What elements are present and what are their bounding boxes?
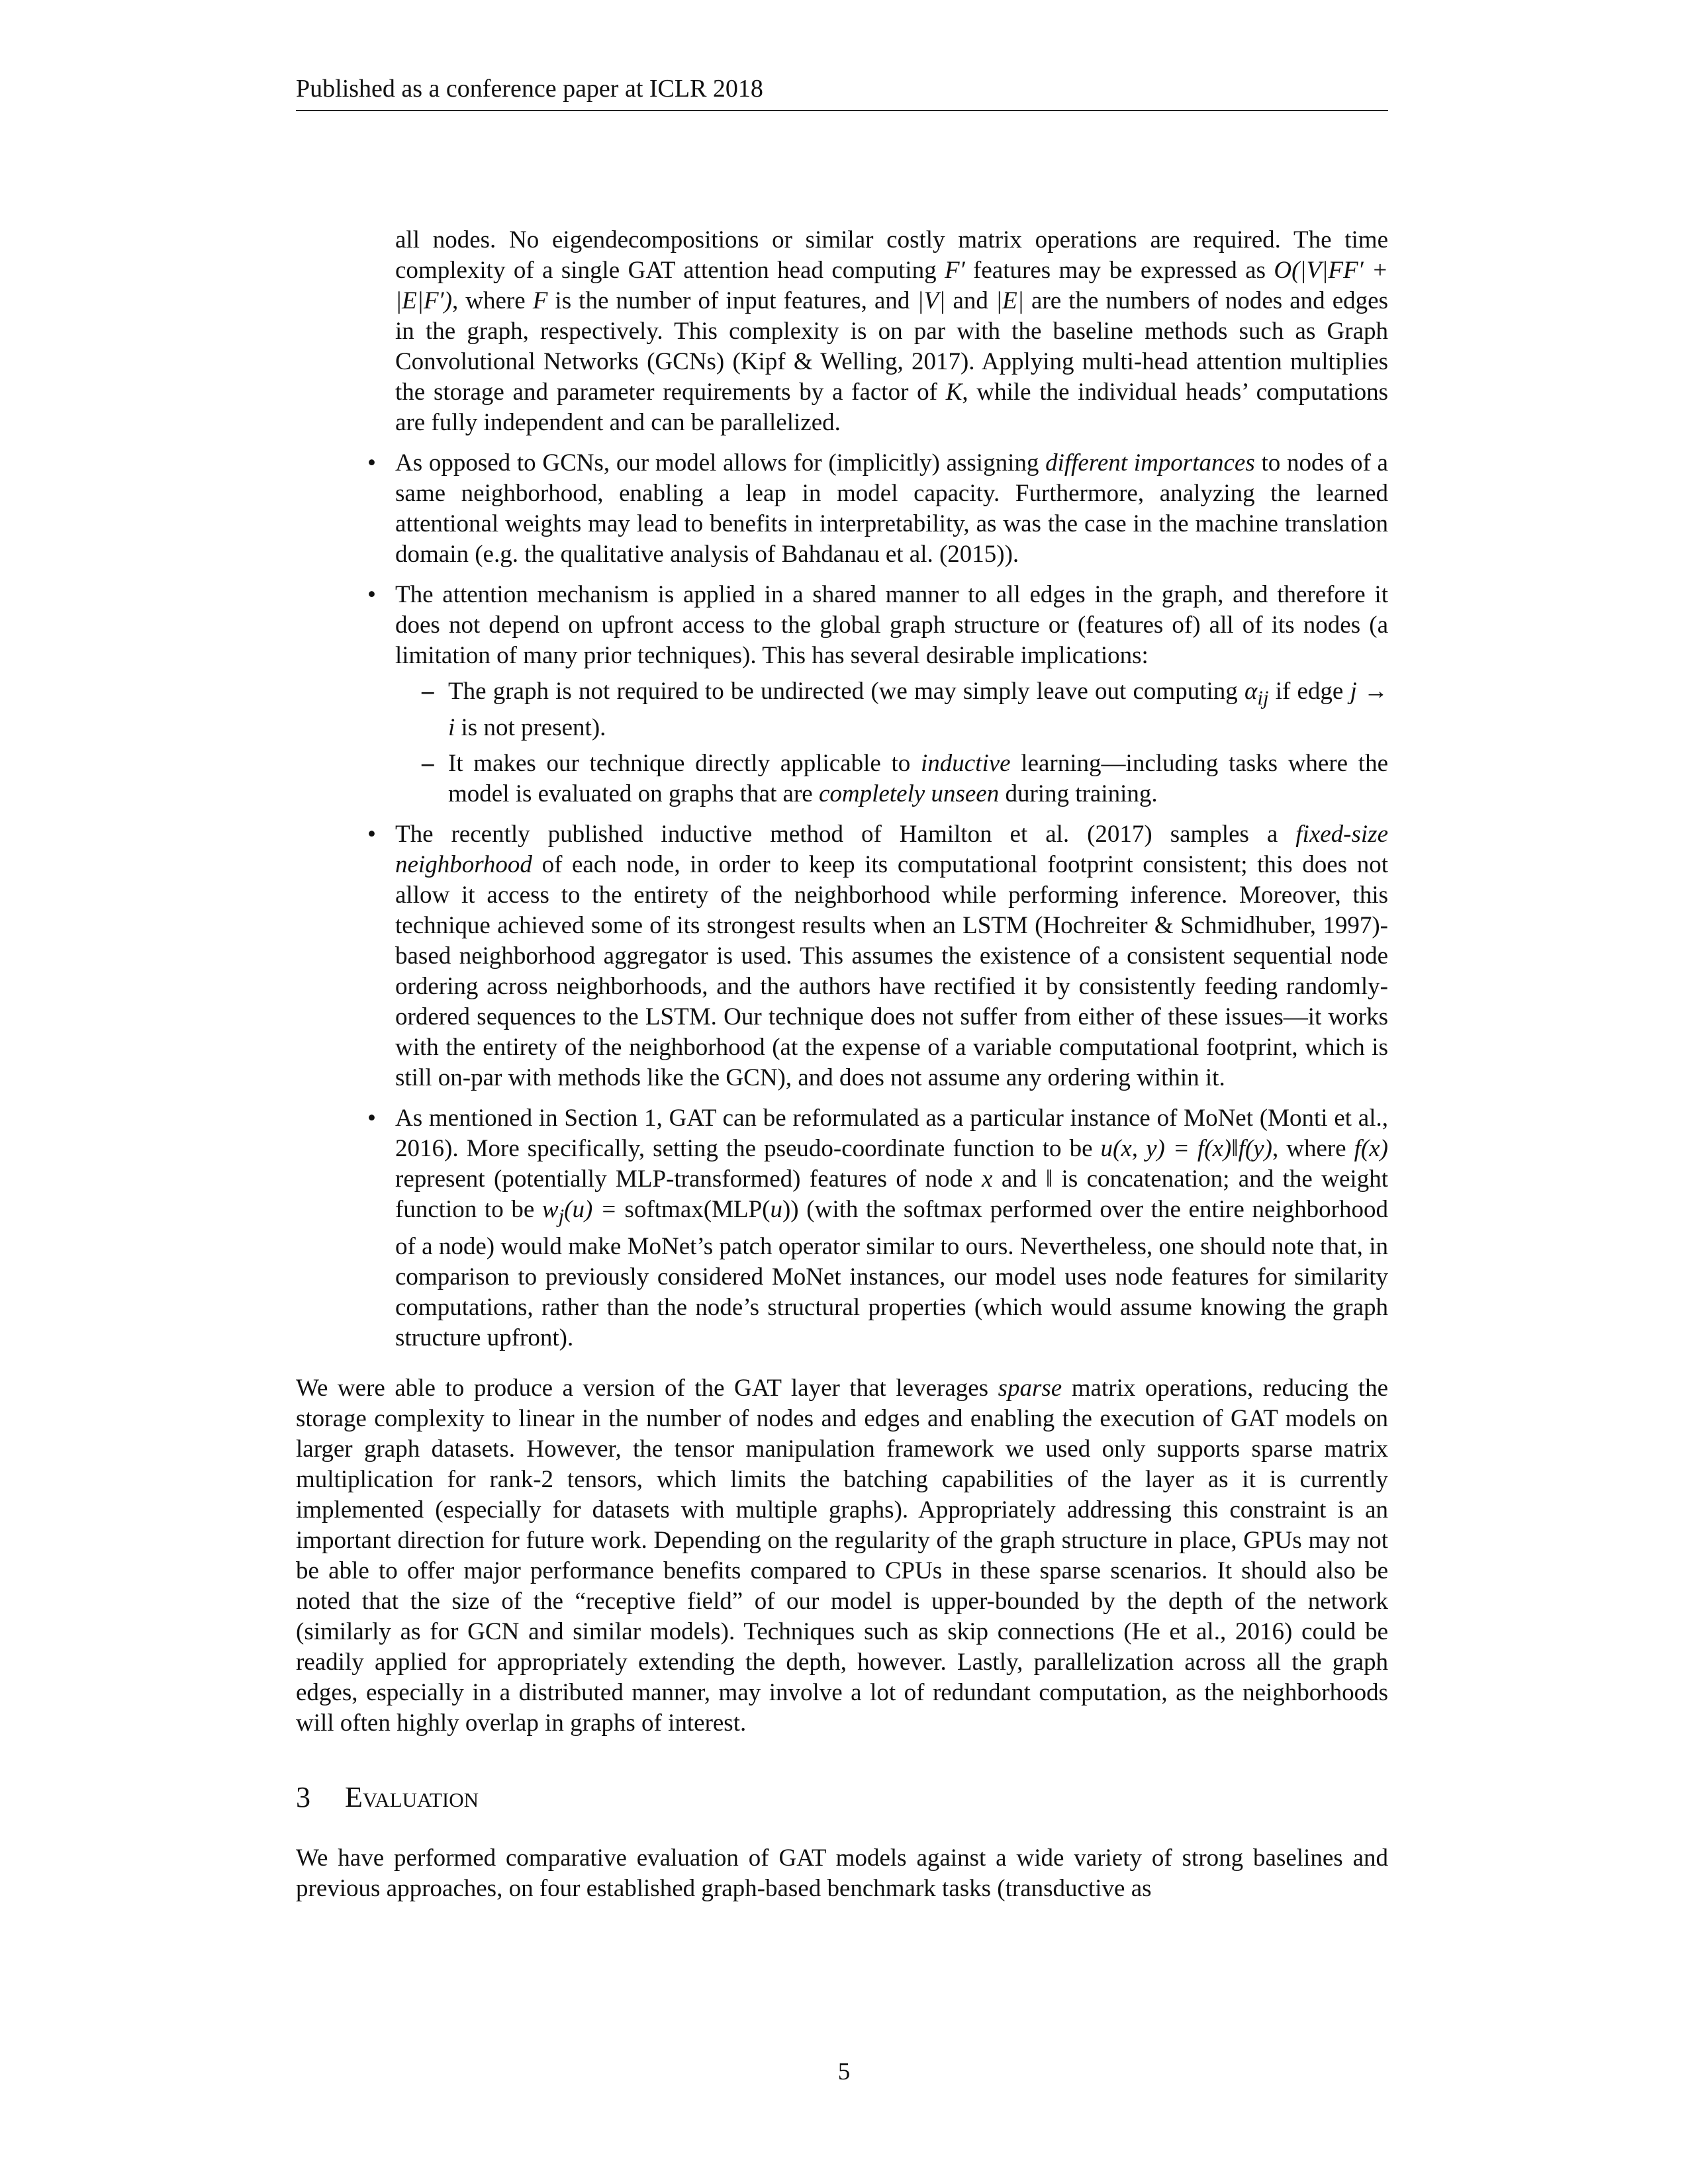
math-inline: F: [532, 287, 548, 314]
bullet-item: • As mentioned in Section 1, GAT can be reformulated as a particular instance of MoNet (Monti et al., 2016). More specifically, setting the pseudo-coordinate function to be u(x, y) = f(x)‖f(y), where f(x) represent (potentially MLP-transformed) features of node x and ‖ is concatenation; and the weight function to be $w_j(u)$ = softmax(MLP(u)) (with the softmax performed over the entire neighborhood of a node) would make MoNet’s patch operator similar to ours. Nevertheless, one should note that, in comparison to previously considered MoNet instances, our model uses node features for similarity computations, rather than the node’s structural properties (which would assume knowing the graph structure upfront).: [395, 1103, 1388, 1353]
bullet-item: • The recently published inductive method of Hamilton et al. (2017) samples a fixed-size neighborhood of each node, in order to keep its computational footprint consistent; this does not allow it access to the entirety of the neighborhood while performing inference. Moreover, this technique achieved some of its strongest results when an LSTM (Hochreiter & Schmidhuber, 1997)-based neighborhood aggregator is used. This assumes the existence of a consistent sequential node ordering across neighborhoods, and the authors have rectified it by consistently feeding randomly-ordered sequences to the LSTM. Our technique does not suffer from either of these issues—it works with the entirety of the neighborhood (at the expense of a variable computational footprint, which is still on-par with methods like the GCN), and does not assume any ordering within it.: [395, 819, 1388, 1093]
math-inline: |V|: [917, 287, 946, 314]
running-header: Published as a conference paper at ICLR 2018: [296, 73, 1388, 111]
emphasis: sparse: [998, 1374, 1062, 1402]
emphasis: fixed-size neighborhood: [395, 821, 1388, 879]
emphasis: inductive: [921, 750, 1011, 778]
section-heading: [296, 1780, 1388, 1815]
math-inline: O(|V|FF′ + |E|F′): [395, 257, 1389, 314]
math-inline: j → i: [448, 678, 1388, 742]
page-number: 5: [837, 2058, 851, 2085]
emphasis: different importances: [1045, 449, 1255, 477]
sub-bullet-item: – The graph is not required to be undirected (we may simply leave out computing $\alpha_{ij}$ if edge j → i is not present).: [448, 676, 1388, 743]
bullet-item: • As opposed to GCNs, our model allows for (implicitly) assigning different importances to nodes of a same neighborhood, enabling a leap in model capacity. Furthermore, analyzing the learned attentional weights may lead to benefits in interpretability, as was the case in the machine translation domain (e.g. the qualitative analysis of Bahdanau et al. (2015)).: [395, 448, 1388, 570]
emphasis: completely unseen: [818, 780, 1000, 808]
section-paragraph: We have performed comparative evaluation of GAT models against a wide variety of strong baselines and previous approaches, on four established graph-based benchmark tasks (transductive as: [296, 1844, 1388, 1902]
intro-paragraph: all nodes. No eigendecompositions or similar costly matrix operations are required. The time complexity of a single GAT attention head computing F′ features may be expressed as O(|V|FF′ + |E|F′), where F is the number of input features, and |V| and |E| are the numbers of nodes and edges in the graph, respectively. This complexity is on par with the baseline methods such as Graph Convolutional Networks (GCNs) (Kipf & Welling, 2017). Applying multi-head attention multiplies the storage and parameter requirements by a factor of K, while the individual heads’ computations are fully independent and can be parallelized.: [395, 226, 1389, 436]
page-body: [296, 225, 1388, 1904]
bullet-item: • The attention mechanism is applied in a shared manner to all edges in the graph, and therefore it does not depend on upfront access to the global graph structure or (features of) all of its nodes (a limitation of many prior techniques). This has several desirable implications:: [395, 580, 1388, 671]
section-number: 3: [296, 1780, 310, 1813]
math-inline: u(x, y) = f(x)‖f(y): [1100, 1135, 1272, 1163]
math-inline: $w_j(u)$ = softmax(MLP(u)): [541, 1196, 799, 1228]
section-title: Evaluation: [345, 1780, 479, 1813]
math-inline: F′: [944, 257, 965, 284]
math-inline: f(x): [1354, 1135, 1388, 1163]
math-inline: ‖: [1045, 1165, 1053, 1193]
math-inline: $\alpha_{ij}$: [1244, 678, 1269, 709]
math-inline: K: [945, 379, 962, 406]
math-inline: x: [982, 1165, 993, 1193]
body-paragraph: We were able to produce a version of the GAT layer that leverages sparse matrix operations, reducing the storage complexity to linear in the number of nodes and edges and enabling the execution of GAT models on larger graph datasets. However, the tensor manipulation framework we used only supports sparse matrix multiplication for rank-2 tensors, which limits the batching capabilities of the layer as it is currently implemented (especially for datasets with multiple graphs). Appropriately addressing this constraint is an important direction for future work. Depending on the regularity of the graph structure in place, GPUs may not be able to offer major performance benefits compared to CPUs in these sparse scenarios. It should also be noted that the size of the “receptive field” of our model is upper-bounded by the depth of the network (similarly as for GCN and similar models). Techniques such as skip connections (He et al., 2016) could be readily applied for appropriately extending the depth, however. Lastly, parallelization across all the graph edges, especially in a distributed manner, may involve a lot of redundant computation, as the neighborhoods will often highly overlap in graphs of interest.: [296, 1374, 1388, 1737]
math-inline: |E|: [995, 287, 1024, 314]
sub-bullet-item: – It makes our technique directly applicable to inductive learning—including tasks where the model is evaluated on graphs that are completely unseen during training.: [448, 749, 1388, 809]
